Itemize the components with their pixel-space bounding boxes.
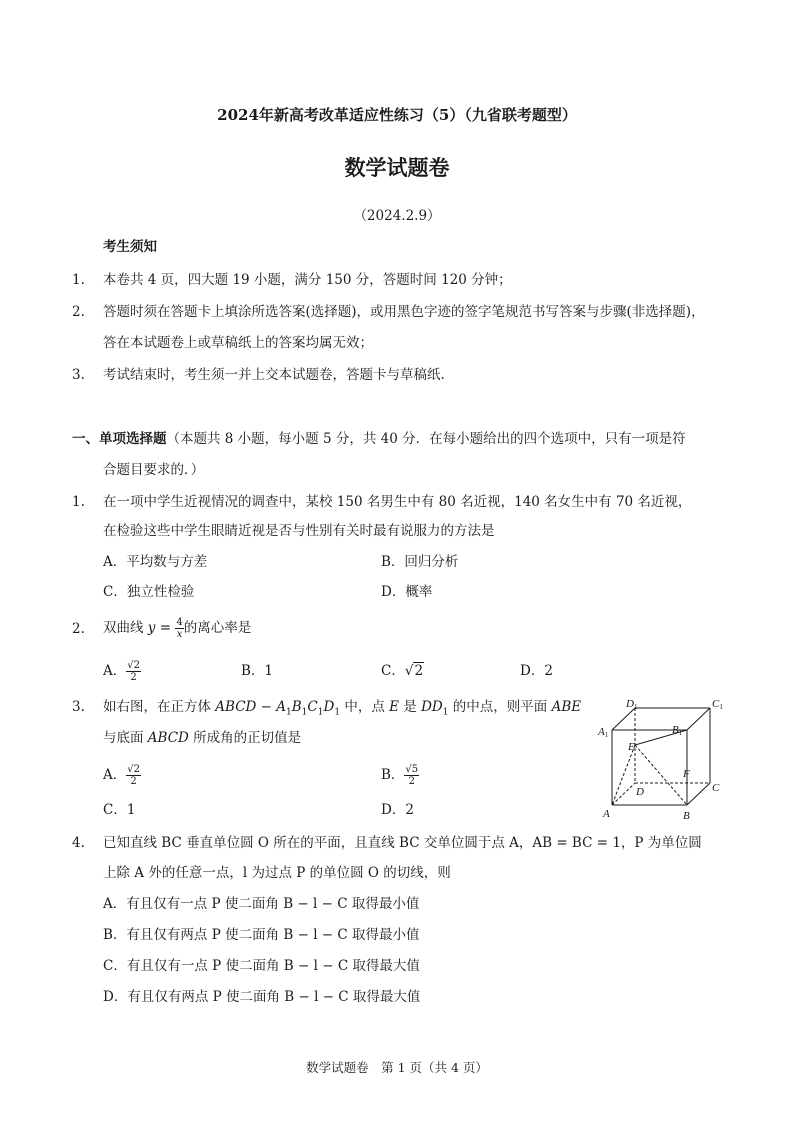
page-footer: 数学试题卷 第 1 页（共 4 页） xyxy=(306,1060,488,1075)
label-a: A xyxy=(603,808,610,820)
notice-3-text: 考试结束时，考生须一并上交本试题卷，答题卡与草稿纸. xyxy=(103,367,445,383)
q2-option-a[interactable] xyxy=(103,656,141,686)
label-b: B xyxy=(683,810,690,822)
q4-option-c[interactable]: C．有且仅有一点 P 使二面角 B − l − C 取得最大值 xyxy=(103,958,420,974)
q3-option-a-num: √2 xyxy=(127,764,140,775)
q1-line2: 在检验这些中学生眼睛近视是否与性别有关时最有说服力的方法是 xyxy=(103,523,495,539)
label-c1: C1 xyxy=(712,698,723,711)
q3-option-b[interactable] xyxy=(381,760,419,790)
q3-l1h: ABE xyxy=(551,699,582,715)
edge-bc xyxy=(687,783,710,805)
q3-l1e: 是 xyxy=(403,699,417,715)
section-label: 一、单项选择题 xyxy=(72,431,167,447)
q2-option-c-label: C． xyxy=(381,663,405,679)
q4-option-a[interactable]: A．有且仅有一点 P 使二面角 B − l − C 取得最小值 xyxy=(103,896,420,912)
q3-option-c[interactable]: C．1 xyxy=(103,802,136,818)
subject-title: 数学试题卷 xyxy=(344,155,450,180)
q3-l1b: ABCD − A xyxy=(215,699,287,715)
notice-2-text: 答题时须在答题卡上填涂所选答案(选择题)，或用黑色字迹的签字笔规范书写答案与步骤(非选择题)， xyxy=(103,304,705,320)
q2-option-c[interactable] xyxy=(381,662,424,680)
q3-option-b-den: 2 xyxy=(408,776,415,787)
q3-option-a-label: A． xyxy=(103,767,127,783)
q3-l1g: 的中点，则平面 xyxy=(452,699,548,715)
notice-heading: 考生须知 xyxy=(103,239,157,255)
section-desc: （本题共 8 小题，每小题 5 分，共 40 分．在每小题给出的四个选项中，只有一项是符 xyxy=(166,431,686,447)
edge-ad xyxy=(612,783,635,805)
q3-l1a: 如右图，在正方体 xyxy=(103,699,211,715)
label-d: D xyxy=(636,786,644,798)
q2-frac-num: 4 xyxy=(176,617,183,628)
q2-number: 2. xyxy=(72,621,85,637)
q3-l1c: 中，点 xyxy=(344,699,385,715)
notice-1-text: 本卷共 4 页，四大题 19 小题，满分 150 分，答题时间 120 分钟； xyxy=(103,272,512,288)
q2-option-a-den: 2 xyxy=(130,672,137,683)
q3-option-b-frac xyxy=(404,764,419,787)
q2-option-c-sqrt: √2 xyxy=(404,663,424,679)
exam-date: （2024.2.9） xyxy=(353,208,441,224)
q2-pre: 双曲线 xyxy=(103,620,144,636)
q3-l2c: 所成角的正切值是 xyxy=(193,730,302,746)
notice-3-num: 3. xyxy=(72,367,85,383)
notice-1-num: 1. xyxy=(72,272,85,288)
q1-option-a[interactable]: A．平均数与方差 xyxy=(103,554,208,570)
edge-b1c1 xyxy=(687,708,710,730)
q1-option-b[interactable]: B．回归分析 xyxy=(381,554,459,570)
q3-option-b-label: B． xyxy=(381,767,405,783)
q2-option-c-rad: 2 xyxy=(414,663,424,679)
q4-line2: 上除 A 外的任意一点，l 为过点 P 的单位圆 O 的切线，则 xyxy=(103,865,451,881)
label-c: C xyxy=(712,782,720,794)
q3-l2b: ABCD xyxy=(147,730,189,746)
q2-post: 的离心率是 xyxy=(183,620,252,636)
q3-option-a-den: 2 xyxy=(130,776,137,787)
cube-figure xyxy=(590,695,730,825)
q2-frac-den: x xyxy=(176,629,183,640)
q3-option-d[interactable]: D．2 xyxy=(381,802,414,818)
q2-option-b[interactable]: B．1 xyxy=(241,663,274,679)
exam-title: 2024年新高考改革适应性练习（5）（九省联考题型） xyxy=(217,106,577,124)
label-b1: B1 xyxy=(672,724,683,737)
segment-ea xyxy=(612,745,635,805)
q1-number: 1. xyxy=(72,494,85,510)
q2-stem xyxy=(103,613,251,643)
notice-2-text2: 答在本试题卷上或草稿纸上的答案均属无效； xyxy=(103,335,373,351)
q2-option-d[interactable]: D．2 xyxy=(520,663,553,679)
q3-line2 xyxy=(103,729,301,747)
q3-line1: 如右图，在正方体 ABCD − $A_1B_1C_1D_1$ 中，点 E 是 $DD_1$ 的中点，则平面 ABE xyxy=(103,699,582,718)
q2-eq: = xyxy=(155,620,176,636)
label-e: E xyxy=(628,741,635,753)
q4-option-b[interactable]: B．有且仅有两点 P 使二面角 B − l − C 取得最小值 xyxy=(103,927,420,943)
section-desc2: 合题目要求的．） xyxy=(103,462,205,478)
q2-option-a-frac xyxy=(126,660,141,683)
q2-fraction xyxy=(175,617,183,640)
q2-option-a-label: A． xyxy=(103,663,127,679)
label-d1: D1 xyxy=(626,698,638,711)
q2-y: y xyxy=(147,620,156,636)
q2-option-a-num: √2 xyxy=(127,660,140,671)
q3-option-a[interactable] xyxy=(103,760,141,790)
q1-option-d[interactable]: D．概率 xyxy=(381,584,433,600)
q4-number: 4. xyxy=(72,835,85,851)
q3-l1f: DD xyxy=(421,699,443,715)
label-a1: A1 xyxy=(598,726,609,739)
q4-option-d[interactable]: D．有且仅有两点 P 使二面角 B − l − C 取得最大值 xyxy=(103,989,421,1005)
section-heading xyxy=(72,430,686,448)
notice-2-num: 2. xyxy=(72,304,85,320)
q3-number: 3. xyxy=(72,699,85,715)
edge-a1d1 xyxy=(612,708,635,730)
q3-l2a: 与底面 xyxy=(103,730,144,746)
q3-option-a-frac xyxy=(126,764,141,787)
q3-l1d: E xyxy=(389,699,399,715)
q4-line1: 已知直线 BC 垂直单位圆 O 所在的平面，且直线 BC 交单位圆于点 A，AB = BC = 1，P 为单位圆 xyxy=(103,835,702,851)
q3-option-b-num: √5 xyxy=(405,764,419,775)
q1-line1: 在一项中学生近视情况的调查中，某校 150 名男生中有 80 名近视，140 名女生中有 70 名近视， xyxy=(103,494,692,510)
label-f: F xyxy=(683,768,690,780)
q1-option-c[interactable]: C．独立性检验 xyxy=(103,584,195,600)
